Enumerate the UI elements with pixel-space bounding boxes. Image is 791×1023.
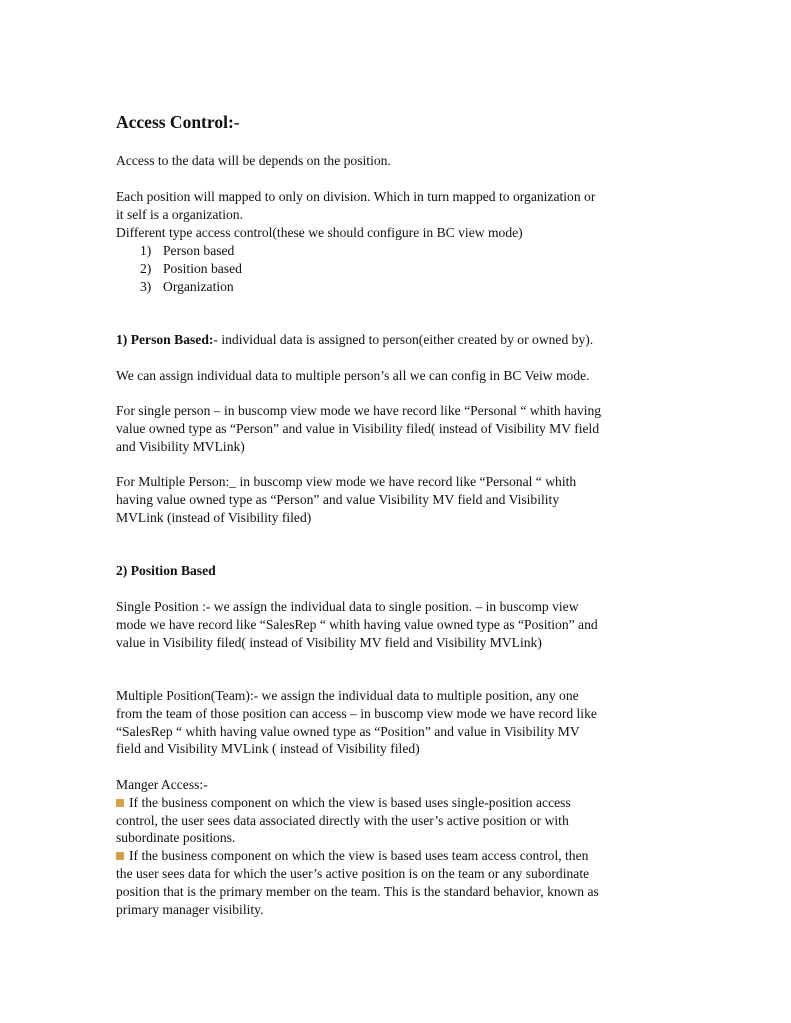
team-position-paragraph: Multiple Position(Team):- we assign the individual data to multiple position, any one from the team of those position can access – in buscomp view mode we have record like “SalesRep “ whith having value owned type as “Position” and value in Visibility MV field and Visibility MVLink ( instead of Visibility filed) bbox=[116, 688, 597, 757]
intro-text: Access to the data will be depends on the position. bbox=[116, 153, 391, 168]
bullet-item: If the business component on which the view is based uses team access control, then bbox=[116, 847, 676, 865]
bullet-text-line: control, the user sees data associated directly with the user’s active position or with bbox=[116, 812, 569, 828]
person-multi-text: We can assign individual data to multiple person’s all we can config in BC Veiw mode. bbox=[116, 368, 590, 383]
bullet-text-line: primary manager visibility. bbox=[116, 901, 264, 917]
access-types-list bbox=[140, 242, 242, 295]
person-based-heading: 1) Person Based:- individual data is assigned to person(either created by or owned by). bbox=[116, 332, 594, 347]
position-based-heading: 2) Position Based bbox=[116, 563, 216, 578]
list-item: 1) Person based bbox=[140, 243, 235, 258]
manager-access-section bbox=[116, 776, 676, 918]
bullet-text-line: subordinate positions. bbox=[116, 830, 236, 846]
division-paragraph: Each position will mapped to only on division. Which in turn mapped to organization or it self is a organization. Different type access control(these we should configure in BC view mode) bbox=[116, 189, 596, 240]
list-item: 3) Organization bbox=[140, 278, 234, 294]
square-bullet-icon bbox=[116, 852, 124, 860]
page-title: Access Control:- bbox=[116, 112, 240, 132]
square-bullet-icon bbox=[116, 799, 124, 807]
multiple-person-paragraph: For Multiple Person:_ in buscomp view mode we have record like “Personal “ whith having value owned type as “Person” and value Visibility MV field and Visibility MVLink (instead of Visibility filed) bbox=[116, 474, 577, 525]
manager-access-heading: Manger Access:- bbox=[116, 777, 208, 792]
single-position-paragraph: Single Position :- we assign the individual data to single position. – in buscomp view mode we have record like “SalesRep “ whith having value owned type as “Position” and value in Visibility filed( instead of Visibility MV field and Visibility MVLink) bbox=[116, 599, 598, 650]
single-person-paragraph: For single person – in buscomp view mode we have record like “Personal “ whith having value owned type as “Person” and value in Visibility filed( instead of Visibility MV field and Visibility MVLink) bbox=[116, 403, 602, 454]
list-item: 2) Position based bbox=[140, 260, 242, 276]
bullet-text-line: position that is the primary member on the team. This is the standard behavior, known as bbox=[116, 883, 599, 899]
bullet-text-line: the user sees data for which the user’s active position is on the team or any subordinate bbox=[116, 865, 590, 881]
bullet-item: If the business component on which the view is based uses single-position access bbox=[116, 794, 676, 812]
